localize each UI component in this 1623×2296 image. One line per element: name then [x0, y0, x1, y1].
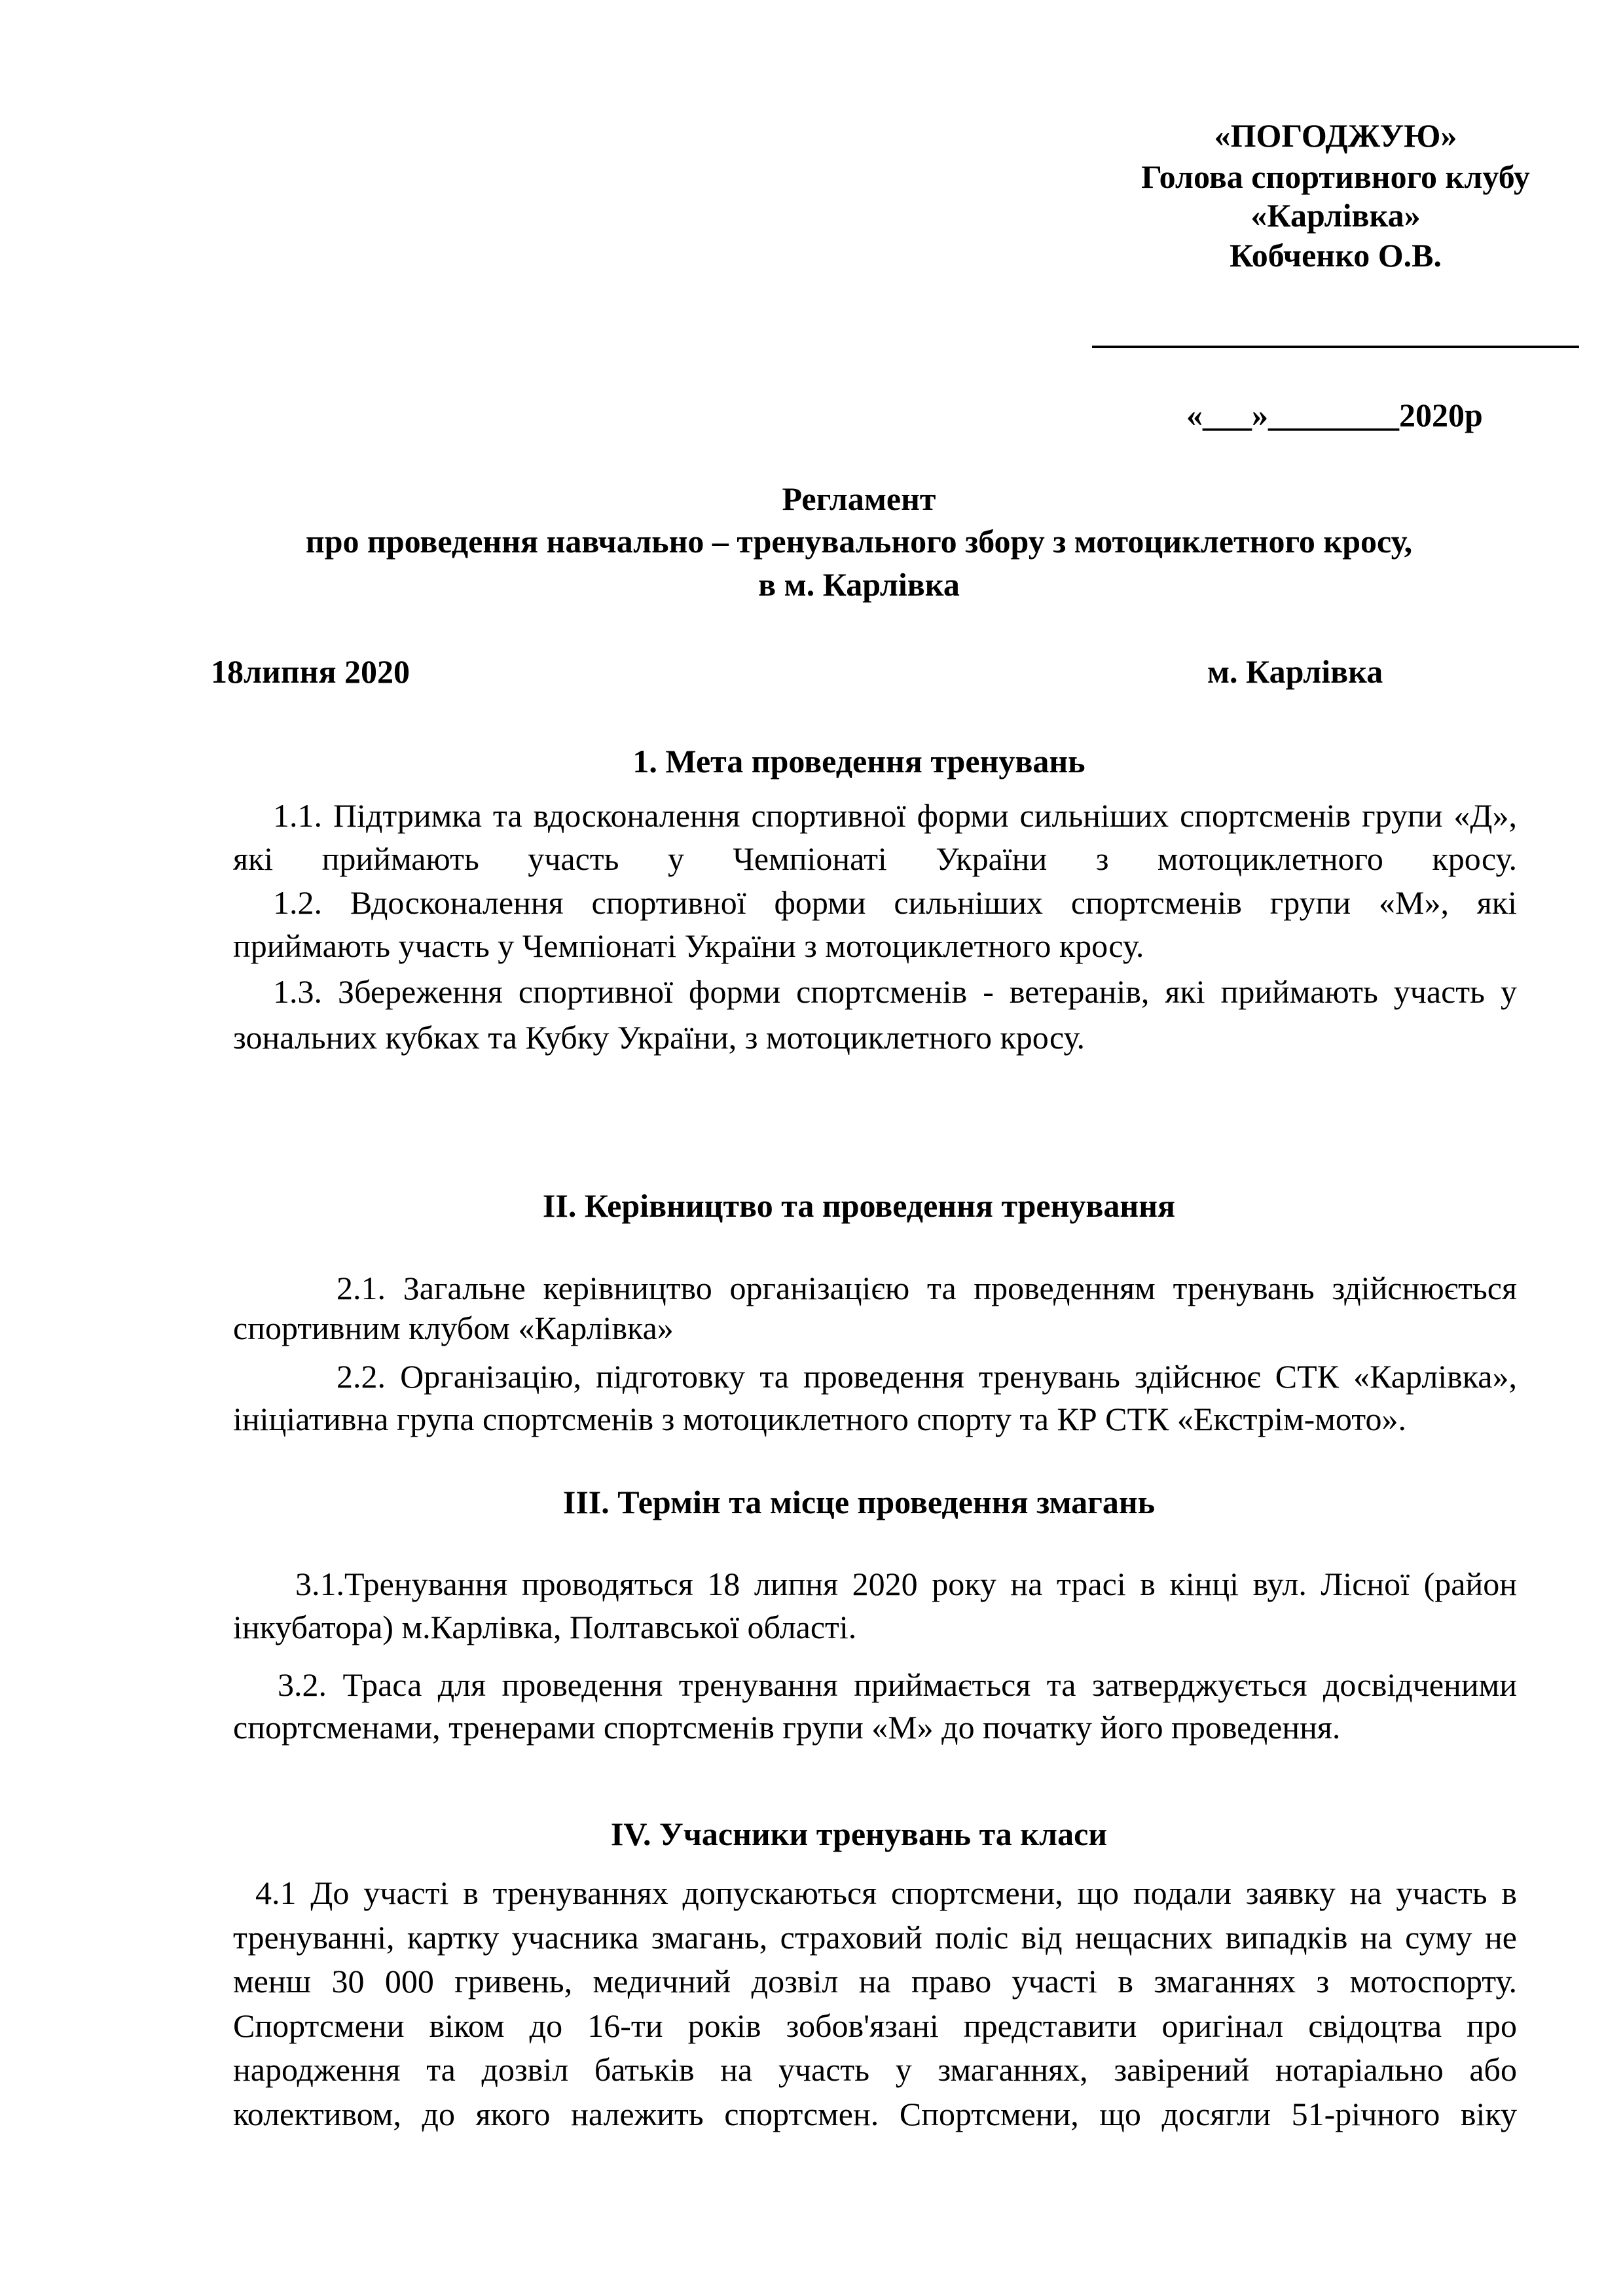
section-heading: ІІ. Керівництво та проведення тренування [542, 1187, 1176, 1224]
section-heading: 1. Мета проведення тренувань [632, 743, 1085, 780]
approval-date: «___»________2020р [1186, 397, 1483, 433]
approval-club: «Карлівка» [1250, 197, 1421, 234]
doc-title: Регламент [782, 480, 936, 517]
doc-place: м. Карлівка [1207, 653, 1383, 690]
section-heading: IV. Учасники тренувань та класи [610, 1816, 1108, 1852]
approval-name: Кобченко О.В. [1230, 237, 1442, 274]
paragraph-line: зональних кубках та Кубку України, з мотоциклетного кросу. [233, 1019, 1085, 1056]
paragraph-line: спортивним клубом «Карлівка» [233, 1310, 674, 1346]
signature-line [1092, 346, 1579, 348]
paragraph-line: Спортсмени віком до 16-ти років зобов'язані представити оригінал свідоцтва про [233, 2007, 1517, 2044]
paragraph-line: 3.2. Траса для проведення тренування приймається та затверджується досвідченими [278, 1666, 1517, 1703]
paragraph-line: менш 30 000 гривень, медичний дозвіл на право участі в змаганнях з мотоспорту. [233, 1963, 1517, 2000]
paragraph-line: 3.1.Тренування проводяться 18 липня 2020 року на трасі в кінці вул. Лісної (район [295, 1566, 1517, 1602]
paragraph-line: які приймають участь у Чемпіонаті України з мотоциклетного кросу. [233, 840, 1517, 877]
doc-subtitle-city: в м. Карлівка [758, 566, 960, 603]
approval-title: «ПОГОДЖУЮ» [1214, 117, 1457, 154]
approval-position: Голова спортивного клубу [1141, 158, 1530, 195]
doc-date: 18липня 2020 [211, 653, 410, 690]
paragraph-line: 2.2. Організацію, підготовку та проведення тренувань здійснює СТК «Карлівка», [337, 1358, 1517, 1395]
doc-subtitle: про проведення навчально – тренувального збору з мотоциклетного кросу, [305, 523, 1413, 560]
paragraph-line: інкубатора) м.Карлівка, Полтавської області. [233, 1609, 857, 1645]
paragraph-line: 4.1 До участі в тренуваннях допускаються спортсмени, що подали заявку на участь в [255, 1874, 1517, 1911]
paragraph-line: спортсменами, тренерами спортсменів групи «М» до початку його проведення. [233, 1709, 1341, 1746]
paragraph-line: ініціативна група спортсменів з мотоциклетного спорту та КР СТК «Екстрім-мото». [233, 1401, 1406, 1437]
paragraph-line: 1.3. Збереження спортивної форми спортсменів - ветеранів, які приймають участь у [273, 973, 1517, 1010]
paragraph-line: колективом, до якого належить спортсмен. Спортсмени, що досягли 51-річного віку [233, 2096, 1517, 2132]
section-heading: ІІІ. Термін та місце проведення змагань [562, 1484, 1156, 1520]
paragraph-line: 2.1. Загальне керівництво організацією та проведенням тренувань здійснюється [337, 1270, 1517, 1306]
paragraph-line: тренуванні, картку учасника змагань, страховий поліс від нещасних випадків на суму не [233, 1919, 1517, 1956]
paragraph-line: 1.1. Підтримка та вдосконалення спортивної форми сильніших спортсменів групи «Д», [273, 797, 1517, 834]
paragraph-line: народження та дозвіл батьків на участь у змаганнях, завірений нотаріально або [233, 2051, 1517, 2088]
paragraph-line: приймають участь у Чемпіонаті України з мотоциклетного кросу. [233, 927, 1144, 964]
paragraph-line: 1.2. Вдосконалення спортивної форми сильніших спортсменів групи «М», які [273, 884, 1517, 921]
